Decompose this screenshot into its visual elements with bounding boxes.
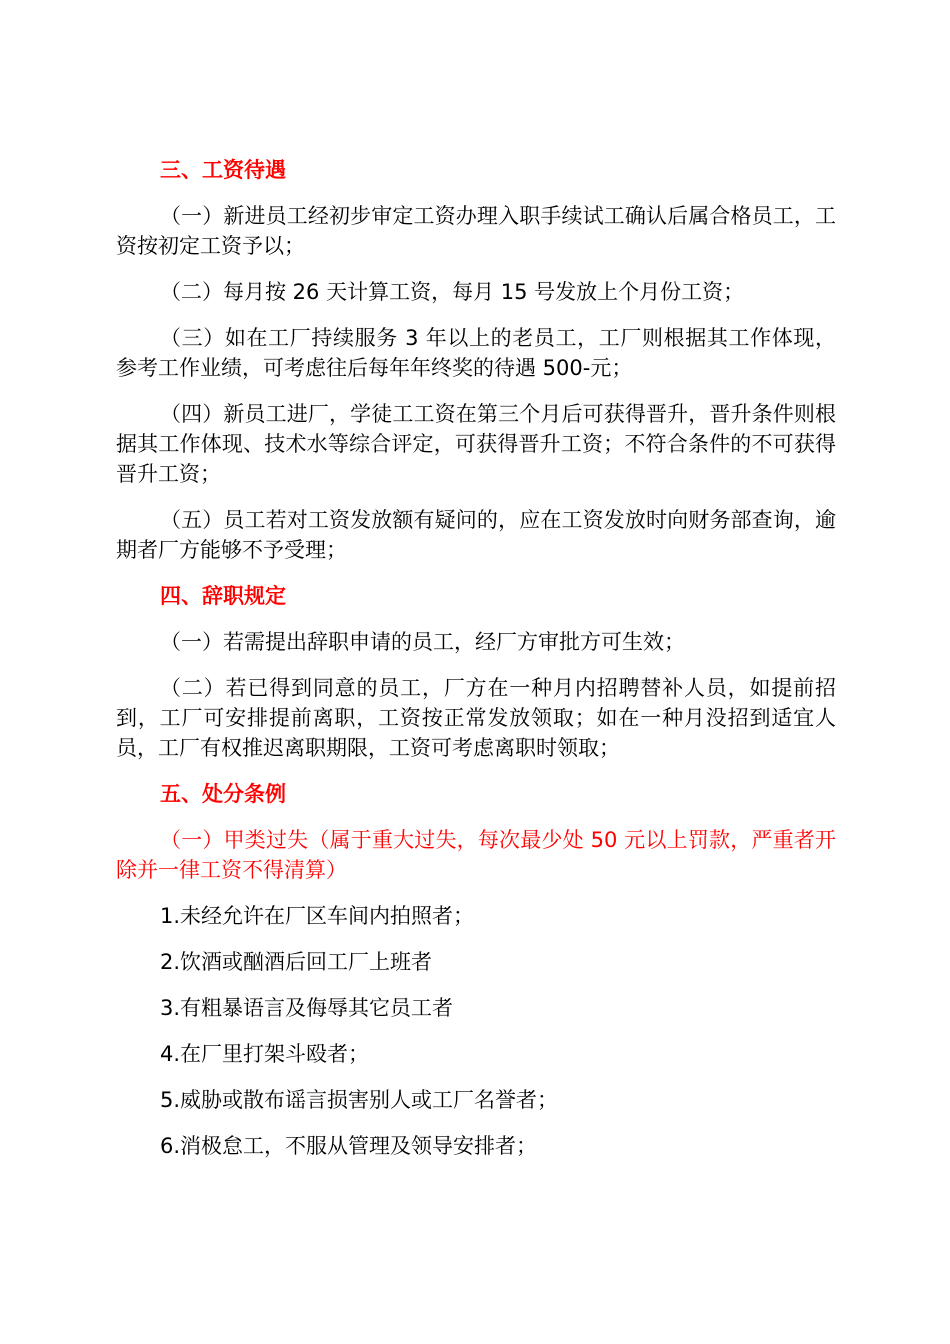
resignation-clause-2: （二）若已得到同意的员工，厂方在一种月内招聘替补人员，如提前招到，工厂可安排提前离职，工资按正常发放领取；如在一种月没招到适宜人员，工厂有权推迟离职期限，工资可考虑离职时领取； (116, 676, 836, 760)
penalty-item-1: 1.未经允许在厂区车间内拍照者； (160, 904, 475, 928)
penalty-item-5: 5.威胁或散布谣言损害别人或工厂名誉者； (160, 1088, 559, 1112)
salary-clause-4: （四）新员工进厂，学徒工工资在第三个月后可获得晋升，晋升条件则根据其工作体现、技术水等综合评定，可获得晋升工资；不符合条件的不可获得晋升工资； (116, 402, 836, 486)
salary-clause-5: （五）员工若对工资发放额有疑问的，应在工资发放时向财务部查询，逾期者厂方能够不予受理； (116, 508, 836, 562)
salary-clause-3: （三）如在工厂持续服务 3 年以上的老员工，工厂则根据其工作体现，参考工作业绩，可考虑往后每年年终奖的待遇 500-元； (116, 326, 836, 380)
salary-clause-1: （一）新进员工经初步审定工资办理入职手续试工确认后属合格员工，工资按初定工资予以； (116, 204, 836, 258)
penalty-category-a: （一）甲类过失（属于重大过失，每次最少处 50 元以上罚款，严重者开除并一律工资不得清算） (116, 828, 836, 882)
penalty-item-4: 4.在厂里打架斗殴者； (160, 1042, 370, 1066)
section-heading-salary: 三、工资待遇 (160, 158, 286, 182)
salary-clause-2: （二）每月按 26 天计算工资，每月 15 号发放上个月份工资； (160, 280, 745, 304)
penalty-item-3: 3.有粗暴语言及侮辱其它员工者 (160, 996, 454, 1020)
penalty-item-2: 2.饮酒或酗酒后回工厂上班者 (160, 950, 433, 974)
penalty-item-6: 6.消极怠工，不服从管理及领导安排者； (160, 1134, 538, 1158)
section-heading-resignation: 四、辞职规定 (160, 584, 286, 608)
resignation-clause-1: （一）若需提出辞职申请的员工，经厂方审批方可生效； (160, 630, 685, 654)
section-heading-penalty: 五、处分条例 (160, 782, 286, 806)
document-body (116, 155, 836, 1177)
